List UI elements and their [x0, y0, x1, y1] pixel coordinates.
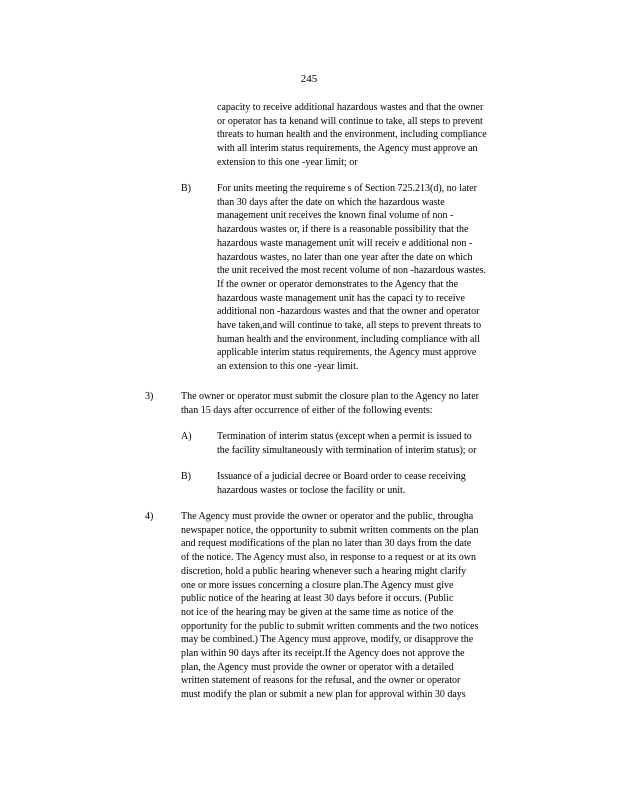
paragraph-line: Issuance of a judicial decree or Board order to cease receiving — [217, 471, 466, 482]
paragraph-line: than 30 days after the date on which the hazardous waste — [217, 196, 445, 208]
paragraph-line: hazardous wastes, no later than one year after the date on which — [217, 251, 473, 263]
item-label-b: B) — [181, 471, 191, 482]
paragraph-line: must modify the plan or submit a new plan for approval within 30 days — [181, 689, 466, 701]
paragraph-line: Termination of interim status (except when a permit is issued to — [217, 431, 472, 442]
continued-paragraph — [217, 101, 487, 170]
item-label-4: 4) — [145, 511, 154, 522]
paragraph-line: management unit receives the known final volume of non - — [217, 210, 454, 222]
page-number: 245 — [300, 73, 318, 85]
paragraph-line: may be combined.) The Agency must approve, modify, or disapprove the — [181, 634, 474, 646]
paragraph-line: or operator has ta kenand will continue to take, all steps to prevent — [217, 115, 483, 127]
paragraph-line: capacity to receive additional hazardous wastes and that the owner — [217, 102, 484, 113]
paragraph-line: one or more issues concerning a closure plan.The Agency must give — [181, 579, 454, 591]
paragraph-line: opportunity for the public to submit written comments and the two notices — [181, 620, 479, 632]
paragraph-line: human health and the environment, including compliance with all — [217, 333, 480, 345]
paragraph-line: hazardous waste management unit will receiv e additional non - — [217, 237, 473, 249]
paragraph-line: If the owner or operator demonstrates to the Agency that the — [217, 278, 459, 290]
paragraph-line: the unit received the most recent volume of non -hazardous wastes. — [217, 265, 487, 277]
paragraph-line: newspaper notice, the opportunity to submit written comments on the plan — [181, 524, 479, 536]
item-4-paragraph — [181, 510, 478, 702]
paragraph-line: hazardous wastes or toclose the facility or unit. — [217, 484, 406, 496]
paragraph-line: threats to human health and the environment, including compliance — [217, 129, 487, 141]
paragraph-line: written statement of reasons for the refusal, and the owner or operator — [181, 675, 461, 687]
paragraph-line: hazardous waste management unit has the capaci ty to receive — [217, 292, 465, 304]
paragraph-line: with all interim status requirements, the Agency must approve an — [217, 143, 478, 155]
paragraph-line: plan within 90 days after its receipt.If the Agency does not approve the — [181, 648, 465, 660]
paragraph-line: The Agency must provide the owner or operator and the public, througha — [181, 511, 474, 522]
paragraph-line: an extension to this one -year limit. — [217, 361, 359, 373]
paragraph-line: have taken,and will continue to take, all steps to prevent threats to — [217, 320, 482, 332]
paragraph-line: than 15 days after occurrence of either of the following events: — [181, 404, 433, 416]
paragraph-line: and request modifications of the plan no later than 30 days from the date — [181, 538, 472, 550]
paragraph-line: not ice of the hearing may be given at the same time as notice of the — [181, 606, 454, 618]
paragraph-line: For units meeting the requireme s of Section 725.213(d), no later — [217, 183, 477, 194]
paragraph-line: discretion, hold a public hearing whenever such a hearing might clarify — [181, 565, 467, 577]
paragraph-line: applicable interim status requirements, the Agency must approve — [217, 347, 477, 359]
item-label-3: 3) — [145, 391, 154, 402]
paragraph-line: The owner or operator must submit the closure plan to the Agency no later — [181, 391, 479, 402]
item-label-b: B) — [181, 183, 191, 194]
paragraph-line: the facility simultaneously with termination of interim status); or — [217, 444, 477, 456]
paragraph-line: extension to this one -year limit; or — [217, 156, 358, 168]
item-label-a: A) — [181, 431, 192, 442]
item-b-paragraph — [217, 182, 486, 374]
paragraph-line: plan, the Agency must provide the owner or operator with a detailed — [181, 661, 454, 673]
paragraph-line: of the notice. The Agency must also, in response to a request or at its own — [181, 552, 477, 564]
item-3a-paragraph — [217, 430, 476, 457]
paragraph-line: additional non -hazardous wastes and that the owner and operator — [217, 306, 480, 318]
item-3-paragraph — [181, 390, 479, 417]
item-3b-paragraph — [217, 470, 466, 497]
paragraph-line: public notice of the hearing at least 30 days before it occurs. (Public — [181, 593, 454, 605]
paragraph-line: hazardous wastes or, if there is a reasonable possibility that the — [217, 224, 469, 236]
